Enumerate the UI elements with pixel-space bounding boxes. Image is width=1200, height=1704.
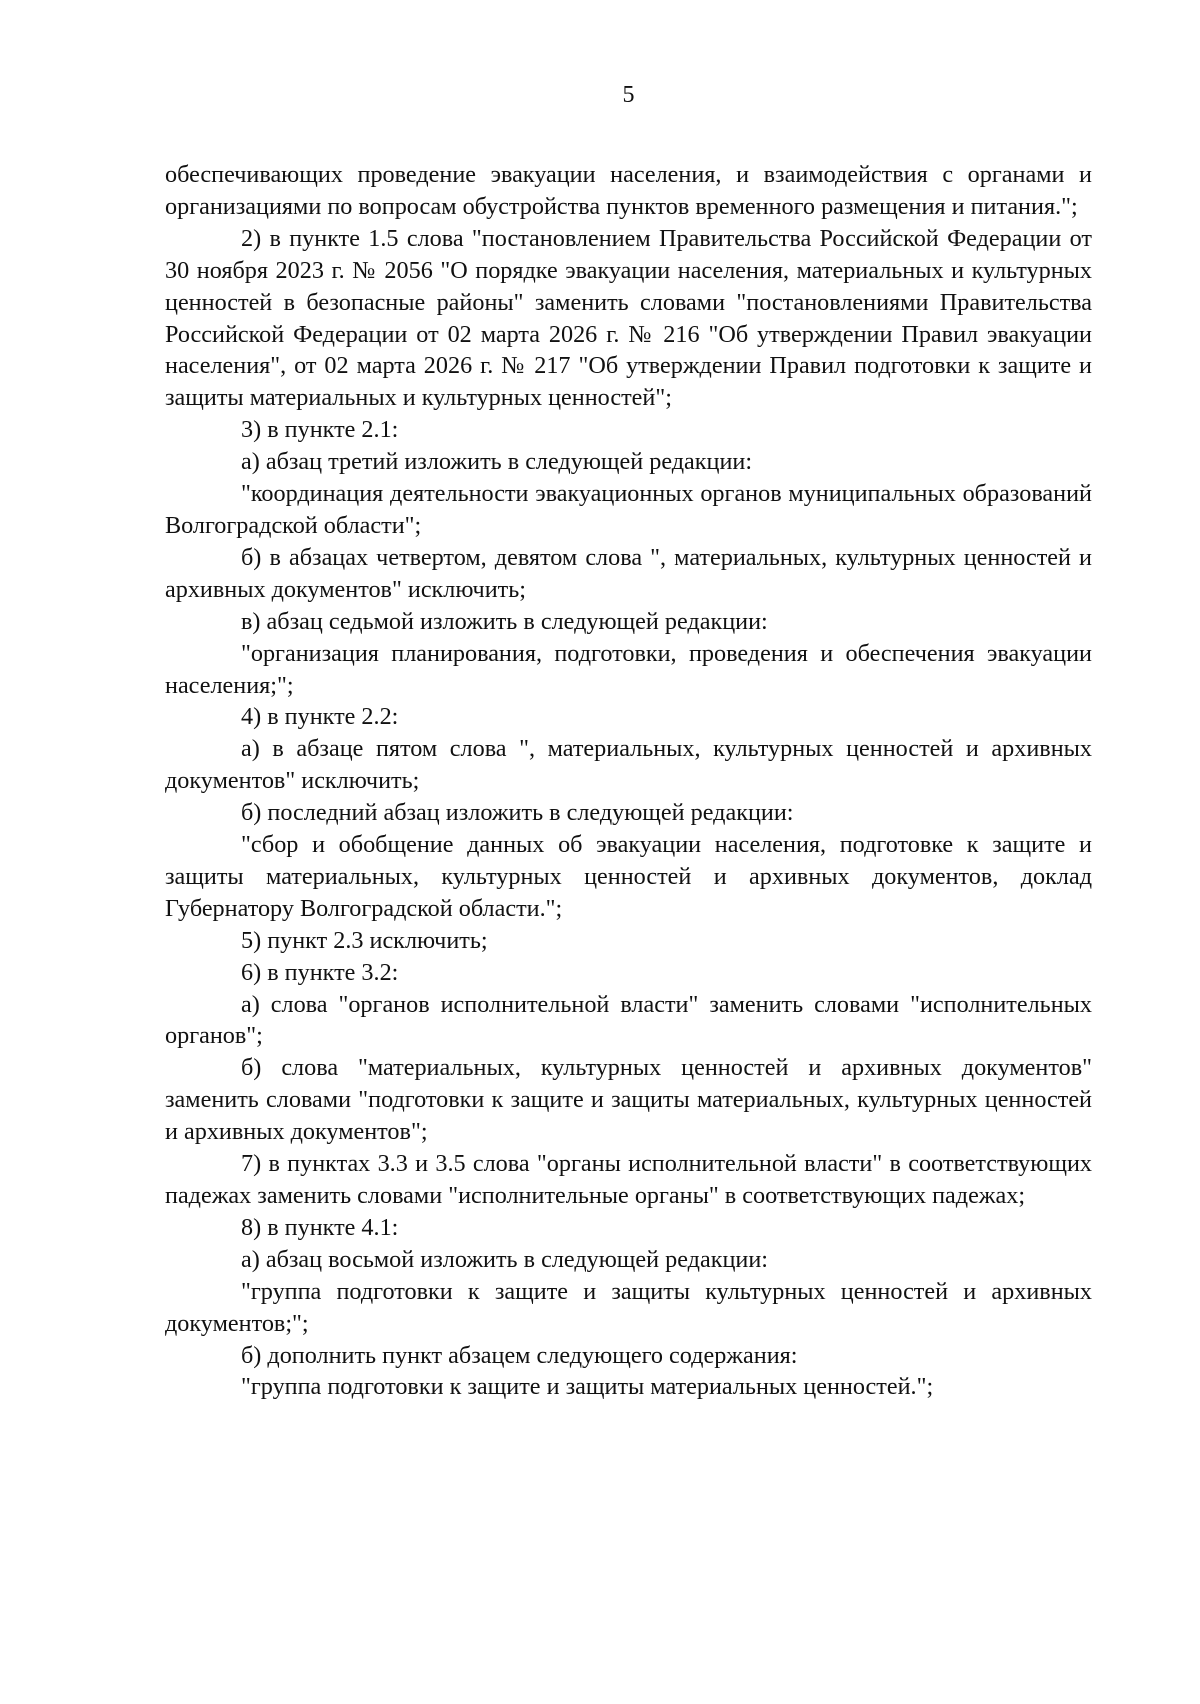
document-paragraph: б) в абзацах четвертом, девятом слова ", материальных, культурных ценностей и архивных документов" исключить; xyxy=(165,543,1092,603)
document-paragraph: б) слова "материальных, культурных ценностей и архивных документов" заменить словами "подготовки к защите и защиты материальных, культурных ценностей и архивных документов"; xyxy=(165,1054,1092,1146)
page-number: 5 xyxy=(622,82,635,108)
document-paragraph: а) слова "органов исполнительной власти" заменить словами "исполнительных органов"; xyxy=(165,990,1092,1050)
document-paragraph: 4) в пункте 2.2: xyxy=(241,703,399,731)
document-paragraph: 8) в пункте 4.1: xyxy=(241,1213,399,1241)
document-paragraph: б) последний абзац изложить в следующей редакции: xyxy=(241,799,794,827)
document-paragraph: "организация планирования, подготовки, проведения и обеспечения эвакуации населения;"; xyxy=(165,639,1092,699)
document-paragraph: а) абзац восьмой изложить в следующей редакции: xyxy=(241,1245,768,1273)
document-paragraph: а) абзац третий изложить в следующей редакции: xyxy=(241,448,753,476)
document-paragraph: б) дополнить пункт абзацем следующего содержания: xyxy=(241,1341,798,1369)
document-paragraph: "координация деятельности эвакуационных органов муниципальных образований Волгоградской области"; xyxy=(165,480,1092,539)
document-paragraph: 3) в пункте 2.1: xyxy=(241,416,399,444)
document-body xyxy=(165,159,1092,1403)
document-paragraph: "группа подготовки к защите и защиты культурных ценностей и архивных документов;"; xyxy=(165,1277,1092,1337)
document-paragraph: а) в абзаце пятом слова ", материальных, культурных ценностей и архивных документов" исключить; xyxy=(165,735,1092,795)
document-paragraph: 2) в пункте 1.5 слова "постановлением Правительства Российской Федерации от 30 ноября 2023 г. № 2056 "О порядке эвакуации населения, материальных и культурных ценностей в безопасные районы" заменить словами "постановлениями Правительства Российской Федерации от 02 марта 2026 г. № 216 "Об утверждении Правил эвакуации населения", от 02 марта 2026 г. № 217 "Об утверждении Правил подготовки к защите и защиты материальных и культурных ценностей"; xyxy=(165,224,1092,412)
document-paragraph: 6) в пункте 3.2: xyxy=(241,958,399,986)
document-paragraph: 5) пункт 2.3 исключить; xyxy=(241,926,488,954)
document-paragraph: 7) в пунктах 3.3 и 3.5 слова "органы исполнительной власти" в соответствующих падежах заменить словами "исполнительные органы" в соответствующих падежах; xyxy=(165,1150,1092,1209)
document-paragraph: "сбор и обобщение данных об эвакуации населения, подготовке к защите и защиты материальных, культурных ценностей и архивных документов, доклад Губернатору Волгоградской области."; xyxy=(165,831,1092,922)
document-paragraph: "группа подготовки к защите и защиты материальных ценностей."; xyxy=(241,1373,934,1401)
document-paragraph: обеспечивающих проведение эвакуации населения, и взаимодействия с органами и организациями по вопросам обустройства пунктов временного размещения и питания."; xyxy=(165,161,1092,220)
document-paragraph: в) абзац седьмой изложить в следующей редакции: xyxy=(241,607,768,635)
